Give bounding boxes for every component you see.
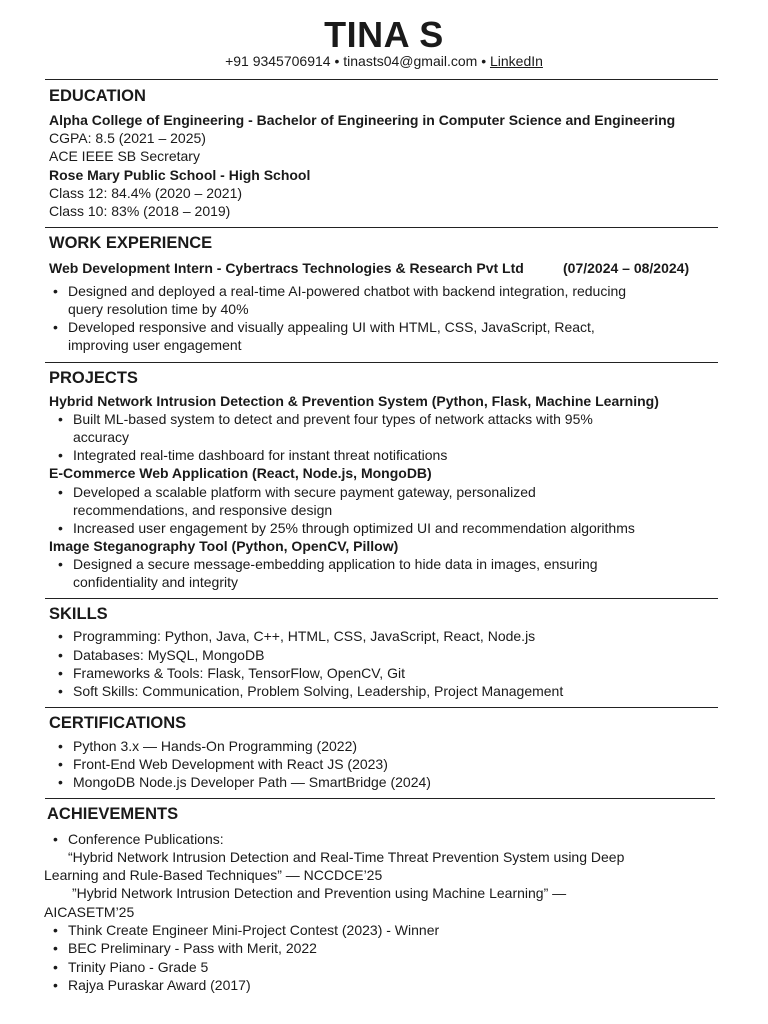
bullet-icon: • [58,447,63,463]
list-item [53,830,224,848]
bullet-text: Databases: MySQL, MongoDB [73,647,265,663]
job-dates: (07/2024 – 08/2024) [563,260,690,276]
bullet-text: Developed responsive and visually appealing UI with HTML, CSS, JavaScript, React, [68,319,595,335]
section-heading-work-experience: WORK EXPERIENCE [49,234,213,252]
list-item [58,664,405,682]
separator: • [334,53,340,69]
bullet-text: Conference Publications: [68,831,224,847]
section-divider [45,362,718,363]
bullet-text: Integrated real-time dashboard for instant threat notifications [73,447,448,463]
section-heading-education: EDUCATION [49,87,146,105]
bullet-text: BEC Preliminary - Pass with Merit, 2022 [68,940,317,956]
list-item [58,519,635,537]
bullet-icon: • [53,959,58,975]
bullet-icon: • [58,484,63,500]
bullet-text: improving user engagement [68,337,242,353]
job-title: Web Development Intern - Cybertracs Technologies & Research Pvt Ltd [49,260,524,276]
bullet-text: Increased user engagement by 25% through optimized UI and recommendation algorithms [73,520,635,536]
school-title: Rose Mary Public School - High School [49,167,311,183]
bullet-text: Designed and deployed a real-time AI-powered chatbot with backend integration, reducing [68,283,627,299]
contact-line [0,52,768,70]
bullet-icon: • [53,977,58,993]
project-title: Image Steganography Tool (Python, OpenCV, Pillow) [49,538,399,554]
publication-text: AICASETM’25 [44,904,135,920]
ieee-role-text: ACE IEEE SB Secretary [49,148,200,164]
phone-number: +91 9345706914 [225,53,331,69]
bullet-icon: • [58,683,63,699]
bullet-icon: • [58,628,63,644]
section-heading-skills: SKILLS [49,605,108,623]
section-heading-certifications: CERTIFICATIONS [49,714,187,732]
list-item [58,483,536,519]
bullet-text: Rajya Puraskar Award (2017) [68,977,251,993]
class12-text: Class 12: 84.4% (2020 – 2021) [49,185,243,201]
college-title: Alpha College of Engineering - Bachelor of Engineering in Computer Science and Engineering [49,112,676,128]
bullet-icon: • [58,665,63,681]
bullet-icon: • [58,520,63,536]
bullet-text: query resolution time by 40% [68,301,249,317]
list-item [53,976,251,994]
cgpa-text: CGPA: 8.5 (2021 – 2025) [49,130,206,146]
bullet-text: accuracy [73,429,130,445]
bullet-icon: • [53,922,58,938]
publication-text: Learning and Rule-Based Techniques” — NCCDCE’25 [44,867,383,883]
project-title: E-Commerce Web Application (React, Node.js, MongoDB) [49,465,432,481]
bullet-text: Soft Skills: Communication, Problem Solving, Leadership, Project Management [73,683,564,699]
list-item [53,921,440,939]
section-divider [45,707,718,708]
bullet-text: Trinity Piano - Grade 5 [68,959,209,975]
email-address: tinasts04@gmail.com [343,53,478,69]
bullet-text: recommendations, and responsive design [73,502,333,518]
bullet-icon: • [58,774,63,790]
list-item [58,646,265,664]
bullet-text: Programming: Python, Java, C++, HTML, CSS, JavaScript, React, Node.js [73,628,536,644]
list-item [58,682,564,700]
bullet-text: Think Create Engineer Mini-Project Contest (2023) - Winner [68,922,440,938]
bullet-text: Developed a scalable platform with secure payment gateway, personalized [73,484,536,500]
list-item [58,755,388,773]
bullet-text: Built ML-based system to detect and prevent four types of network attacks with 95% [73,411,593,427]
section-divider [45,79,718,80]
class10-text: Class 10: 83% (2018 – 2019) [49,203,231,219]
bullet-text: Python 3.x — Hands-On Programming (2022) [73,738,358,754]
list-item [58,627,536,645]
bullet-icon: • [58,756,63,772]
candidate-name: TINA S [324,14,444,55]
list-item [58,410,593,446]
bullet-icon: • [58,411,63,427]
bullet-icon: • [53,940,58,956]
section-heading-achievements: ACHIEVEMENTS [47,805,179,823]
bullet-text: MongoDB Node.js Developer Path — SmartBridge (2024) [73,774,431,790]
linkedin-link[interactable]: LinkedIn [489,53,543,69]
list-item [58,555,598,591]
list-item [58,446,448,464]
section-divider [45,598,718,599]
section-divider [45,798,715,799]
separator: • [481,53,487,69]
list-item [58,737,358,755]
bullet-icon: • [58,738,63,754]
section-divider [45,227,718,228]
bullet-text: Front-End Web Development with React JS (2023) [73,756,388,772]
list-item [53,318,595,354]
bullet-icon: • [53,319,58,335]
publication-text: ”Hybrid Network Intrusion Detection and Prevention using Machine Learning” — [72,885,567,901]
project-title: Hybrid Network Intrusion Detection & Prevention System (Python, Flask, Machine Learning) [49,393,659,409]
bullet-icon: • [53,831,58,847]
list-item [58,773,431,791]
bullet-text: Frameworks & Tools: Flask, TensorFlow, OpenCV, Git [73,665,405,681]
bullet-text: Designed a secure message-embedding application to hide data in images, ensuring [73,556,598,572]
bullet-text: confidentiality and integrity [73,574,238,590]
list-item [53,958,209,976]
bullet-icon: • [58,647,63,663]
bullet-icon: • [58,556,63,572]
section-heading-projects: PROJECTS [49,369,138,387]
list-item [53,282,627,318]
list-item [53,939,317,957]
publication-text: “Hybrid Network Intrusion Detection and Real-Time Threat Prevention System using Deep [68,849,625,865]
bullet-icon: • [53,283,58,299]
